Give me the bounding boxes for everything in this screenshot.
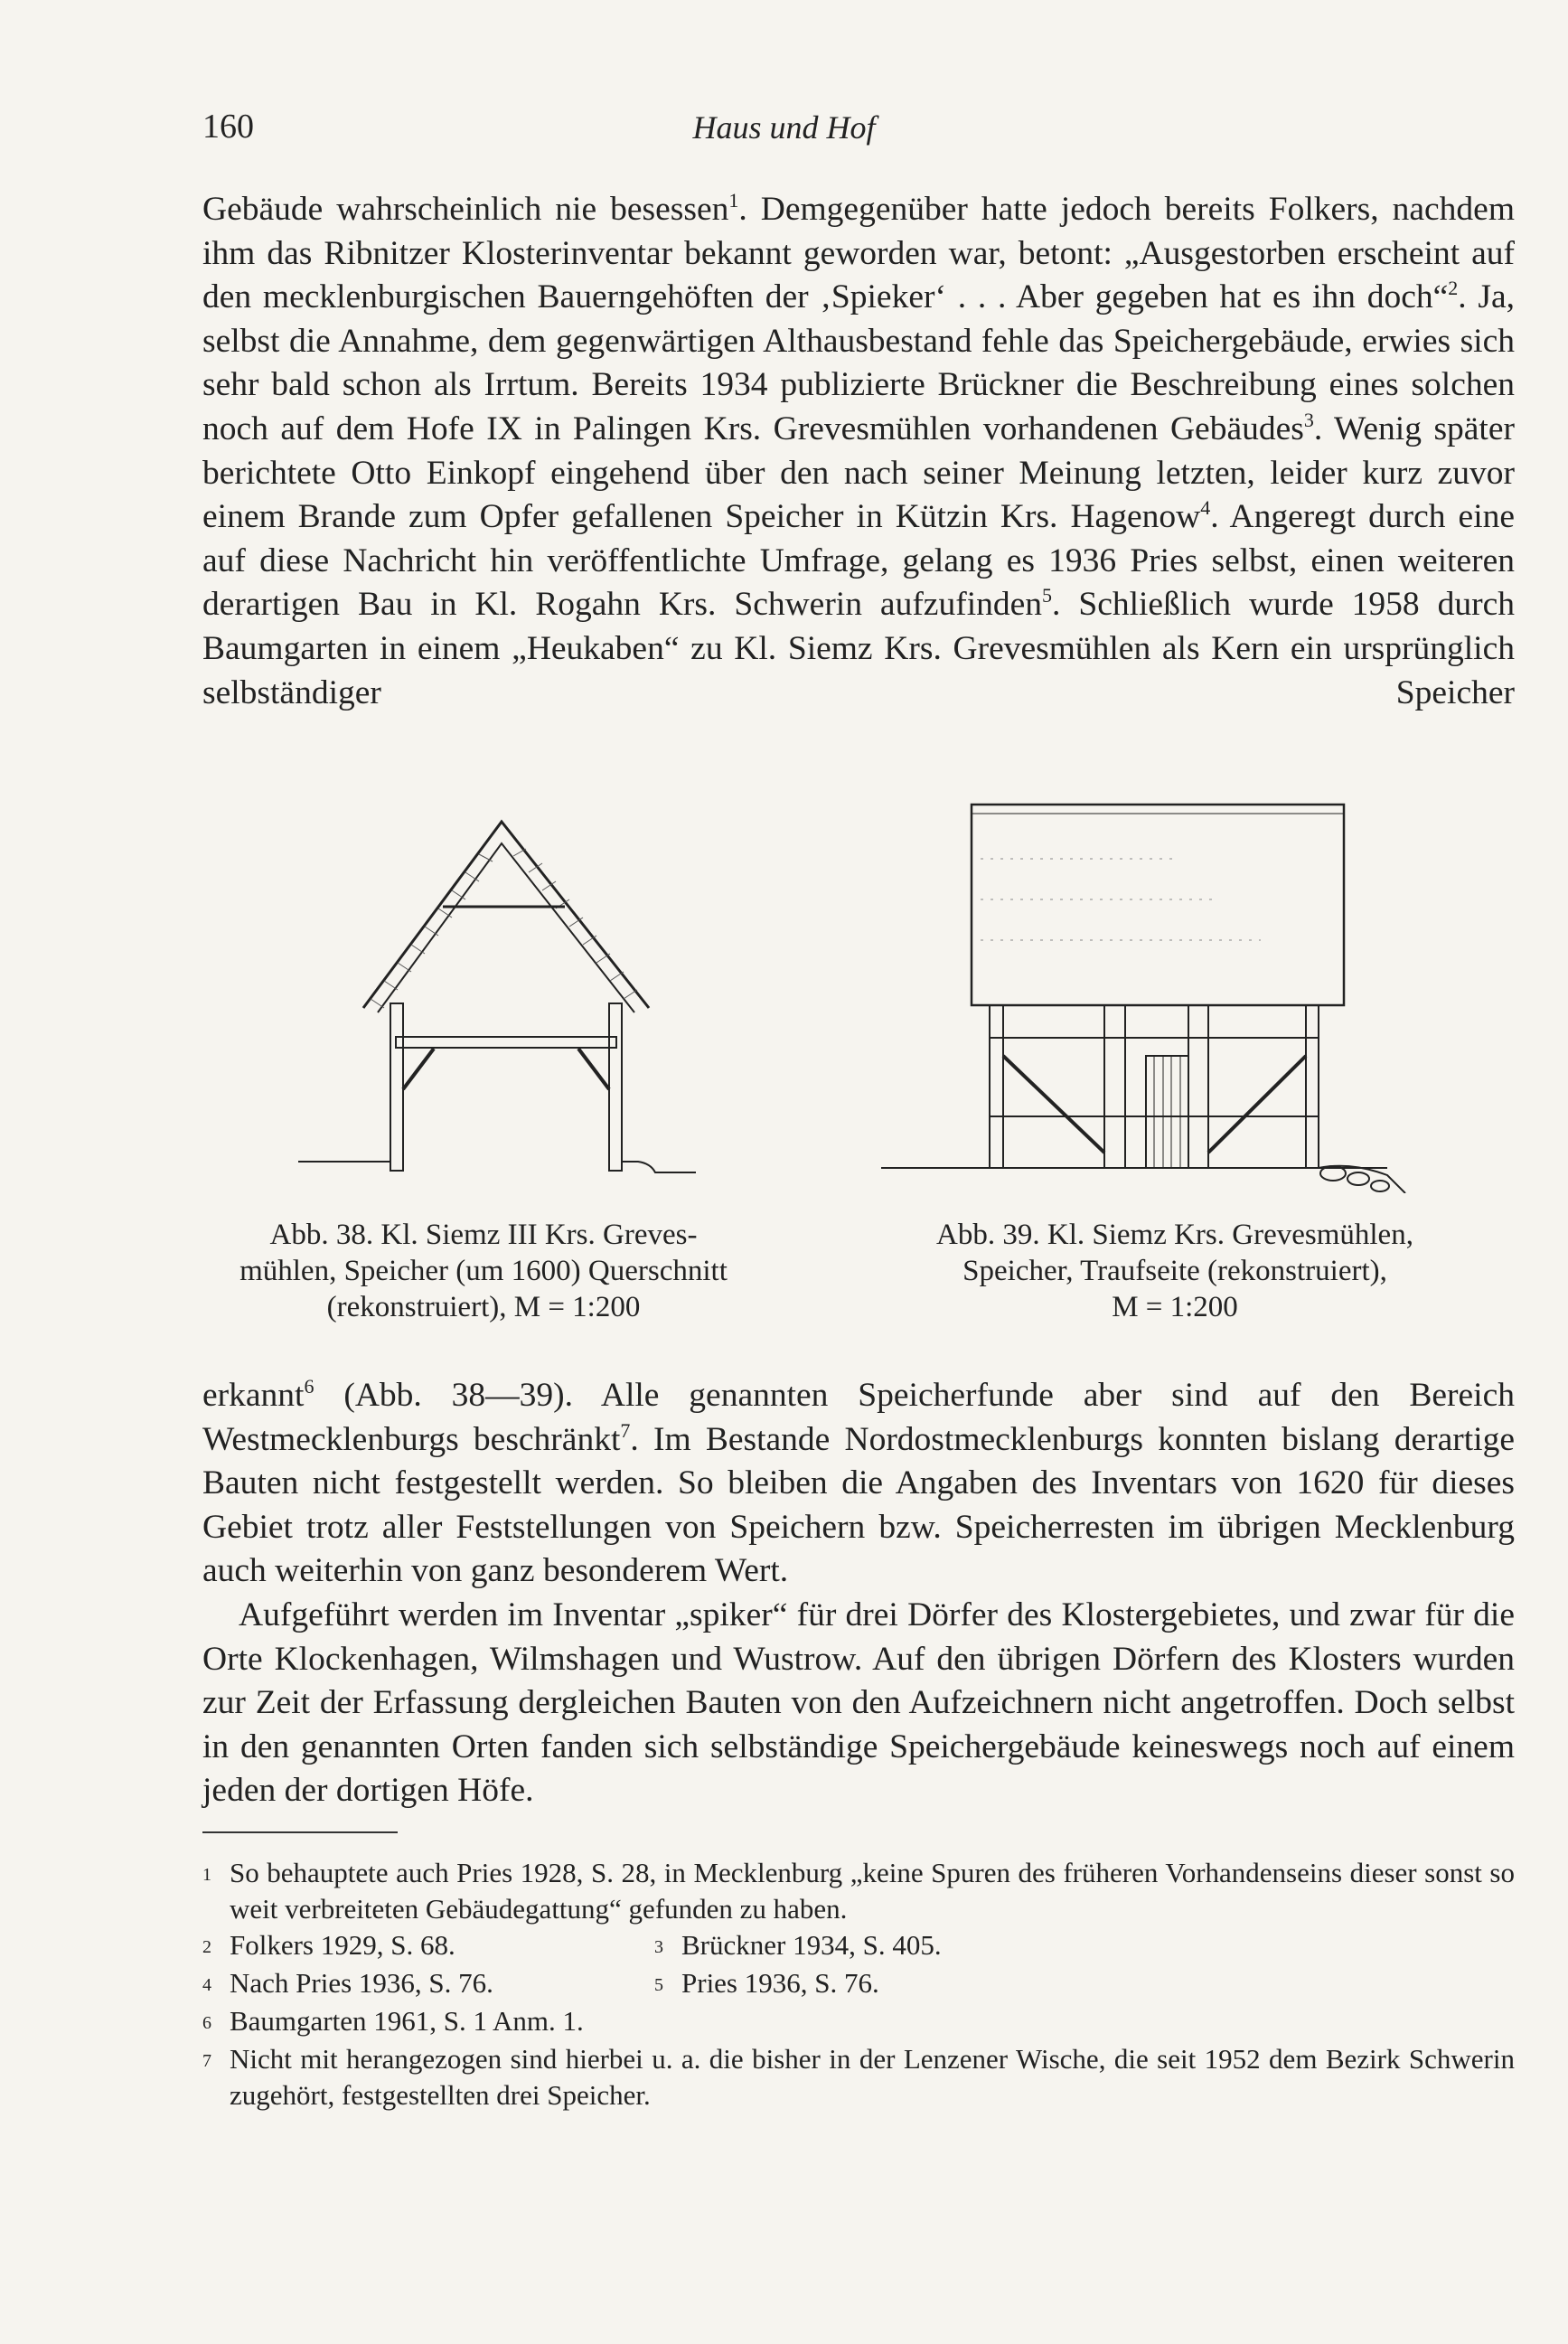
fig38-caption-line-2: mühlen, Speicher (um 1600) Querschnitt xyxy=(239,1255,728,1287)
footnote-text: Baumgarten 1961, S. 1 Anm. 1. xyxy=(230,2005,584,2037)
footnote-ref-5: 5 xyxy=(1042,584,1053,607)
footnote-6 xyxy=(202,2003,1515,2041)
para1-text-6: . Schließlich wurde 1958 durch Baumgarten in einem „Heukaben“ zu Kl. Siemz Krs. Grevesmühlen als Kern ein ursprünglich selbständiger Speicher xyxy=(202,586,1516,711)
para1-text-3: . Ja, selbst die Annahme, dem gegenwärtigen Althausbestand fehle das Speichergebäude, erwies sich sehr bald schon als Irrtum. Bereits 1934 publizierte Brückner die Beschreibung eines solchen noch auf dem Hofe IX in Palingen Krs. Grevesmühlen vorhandenen Gebäudes xyxy=(202,278,1515,447)
footnote-ref-7: 7 xyxy=(620,1418,631,1442)
footnote-text: Nach Pries 1936, S. 76. xyxy=(230,1967,493,1999)
para1-text-5: . Angeregt durch eine auf diese Nachricht hin veröffentlichte Umfrage, gelang es 1936 Pries selbst, einen weiteren derartigen Bau in Kl. Rogahn Krs. Schwerin aufzufinden xyxy=(202,498,1516,624)
footnote-row-4-5 xyxy=(202,1965,1515,2003)
footnote-divider xyxy=(202,1831,398,1833)
paragraph-2-3 xyxy=(202,1374,1515,1813)
fig39-caption-line-3: M = 1:200 xyxy=(1112,1291,1238,1323)
fig39-caption-line-2: Speicher, Traufseite (rekonstruiert), xyxy=(962,1255,1387,1287)
para1-text-2: . Demgegenüber hatte jedoch bereits Folkers, nachdem ihm das Ribnitzer Klosterinventar bekannt geworden war, betont: „Ausgestorben erscheint auf den mecklenburgischen Bauerngehöften der ‚Spieker‘ . . . Aber gegeben hat es ihn doch“ xyxy=(202,191,1515,316)
footnote-5 xyxy=(654,1965,1106,2003)
footnote-number: 3 xyxy=(654,1937,663,1957)
para2-text-2: (Abb. 38—39). Alle genannten Speicherfunde aber sind auf den Bereich Westmecklenburgs beschränkt xyxy=(202,1377,1515,1458)
fig38-caption-line-1: Abb. 38. Kl. Siemz III Krs. Greves- xyxy=(269,1219,698,1251)
footnote-2 xyxy=(202,1927,654,1965)
footnote-ref-6: 6 xyxy=(304,1375,315,1398)
footnote-text: So behauptete auch Pries 1928, S. 28, in Mecklenburg „keine Spuren des früheren Vorhandenseins dieser sonst so weit verbreiteten Gebäudegattung“ gefunden zu haben. xyxy=(230,1857,1515,1925)
paragraph-3: Aufgeführt werden im Inventar „spiker“ für drei Dörfer des Klostergebietes, und zwar für die Orte Klockenhagen, Wilmshagen und Wustrow. Auf den übrigen Dörfern des Klosters wurden zur Zeit der Erfassung dergleichen Bauten von den Aufzeichnern nicht angetroffen. Doch selbst in den genannten Orten fanden sich selbständige Speichergebäude keineswegs noch auf einem jeden der dortigen Höfe. xyxy=(202,1596,1515,1810)
footnote-number: 6 xyxy=(202,2013,211,2033)
footnote-text: Pries 1936, S. 76. xyxy=(681,1967,879,1999)
running-head: Haus und Hof xyxy=(692,109,876,146)
footnote-text: Folkers 1929, S. 68. xyxy=(230,1929,455,1961)
fig38-caption-line-3: (rekonstruiert), M = 1:200 xyxy=(326,1291,641,1323)
para2-text-3: . Im Bestande Nordostmecklenburgs konnten bislang derartige Bauten nicht festgestellt werden. So bleiben die Angaben des Inventars von 1620 für dieses Gebiet trotz aller Feststellungen von Speichern bzw. Speicherresten im übrigen Mecklenburg auch weiterhin von ganz besonderem Wert. xyxy=(202,1420,1515,1590)
footnote-number: 7 xyxy=(202,2051,211,2071)
footnote-7 xyxy=(202,2041,1515,2113)
footnote-number: 2 xyxy=(202,1937,211,1957)
eaves-side-drawing xyxy=(881,795,1423,1193)
footnote-4 xyxy=(202,1965,654,2003)
figure-39-drawing xyxy=(881,795,1423,1193)
footnote-text: Nicht mit herangezogen sind hierbei u. a. die bisher in der Lenzener Wische, die seit 1952 dem Bezirk Schwerin zugehört, festgestellten drei Speicher. xyxy=(230,2043,1515,2111)
cross-section-drawing xyxy=(298,818,696,1180)
footnote-number: 4 xyxy=(202,1975,211,1995)
footnote-ref-3: 3 xyxy=(1303,408,1314,431)
page-number: 160 xyxy=(202,108,254,146)
footnote-3 xyxy=(654,1927,1106,1965)
figure-38-caption xyxy=(190,1217,777,1325)
para1-text-1: Gebäude wahrscheinlich nie besessen xyxy=(202,191,729,228)
footnote-ref-4: 4 xyxy=(1200,496,1211,520)
footnote-ref-1: 1 xyxy=(728,189,739,212)
footnote-text: Brückner 1934, S. 405. xyxy=(681,1929,942,1961)
footnote-row-2-3 xyxy=(202,1927,1515,1965)
footnotes xyxy=(202,1855,1515,2113)
para2-text-1: erkannt xyxy=(202,1377,305,1414)
fig39-caption-line-1: Abb. 39. Kl. Siemz Krs. Grevesmühlen, xyxy=(936,1219,1413,1251)
footnote-number: 1 xyxy=(202,1865,211,1885)
para1-text-4: . Wenig später berichtete Otto Einkopf eingehend über den nach seiner Meinung letzten, leider kurz zuvor einem Brande zum Opfer gefallenen Speicher in Kützin Krs. Hagenow xyxy=(202,409,1515,536)
paragraph-1 xyxy=(202,188,1515,715)
footnote-number: 5 xyxy=(654,1975,663,1995)
footnote-ref-2: 2 xyxy=(1448,277,1459,300)
footnote-1 xyxy=(202,1855,1515,1927)
figure-38-drawing xyxy=(298,818,696,1180)
figure-39-caption xyxy=(850,1217,1500,1325)
